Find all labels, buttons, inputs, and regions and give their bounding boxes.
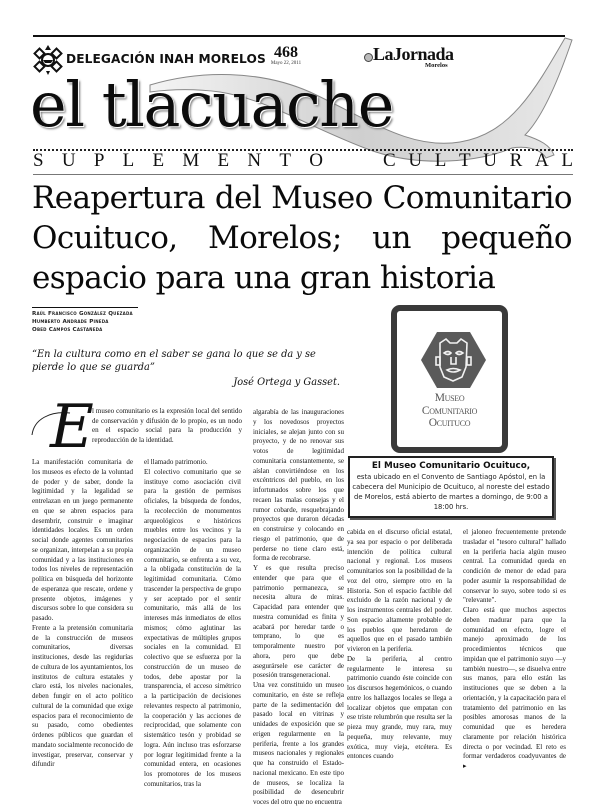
article-intro: l museo comunitario es la expresión local del sentido de conservación y difusión de lo propio, es un nodo en el espacio social para la producción y reproducción de la identidad. [92,407,242,444]
museum-logo-line: Museo [434,392,465,404]
drop-cap: E [50,392,94,462]
paragraph: Una vez constituido un museo comunitario, en éste se refleja parte de la sedimentación del pasado local en vitrinas y unidades de exposición que se erigen regularmente en la periferia, frente a los grandes museos nacionales y regionales que ha construido el Estado-nacional mexicano. En este tipo de museos, se localiza la posibilidad de desencubrir voces del otro que no encuentra [253,681,344,806]
subtitle-letter: E [217,150,230,171]
partner-name: LaJornada [373,44,454,64]
subtitle-letter: T [279,150,291,171]
subtitle-letter: U [61,150,76,171]
paragraph: el llamado patrimonio. [144,458,208,466]
subtitle-letter: L [434,150,447,171]
subtitle-letter: R [509,150,523,171]
publication-subtitle [33,150,573,172]
paragraph: el jaloneo frecuentemente pretende trasladar el "tesoro cultural" hallado en la periferia hacia algún museo central. La comunidad queda en condición de menor de edad para poder asumir la responsabilidad de conservar lo suyo, sobre todo si es "relevante". [463,528,566,605]
subtitle-letter: M [182,150,200,171]
epigraph: “En la cultura como en el saber se gana lo que se da y se pierde lo que se guarda” [32,349,316,373]
paragraph: El colectivo comunitario que se instituye como asociación civil para la gestión de permisos oficiales, la búsqueda de fondos, la recolección de monumentos arqueológicos e históricos muebles entre los vecinos y la negociación de espacios para la organización de un museo comunitario, se enfrenta a su vez, a la obligada constitución de la legitimidad comunitaria. Cómo trascender la perspectiva de grupo y ser aceptado por el sentir comunitario, más allá de los intereses más inmediatos de ellos mismos; cómo aglutinar las expectativas de múltiples grupos sociales en la comunidad. El colectivo que se esfuerza por la construcción de un museo de todos, debe apostar por la transparencia, el acceso simétrico a la participación de decisiones relevantes respecto al patrimonio, la cooperación y las acciones de reciprocidad, que solamente con sistemático tesón y probidad se logra. Aún incluso tras esforzarse por lograr legitimidad frente a la comunidad entera, en ocasiones los promotores de los museos comunitarios, tras la [144,467,241,788]
museum-logo-wordmark [393,392,506,430]
subtitle-word-1 [33,150,323,172]
article-column-3 [253,408,344,808]
info-box-title: El Museo Comunitario Ocuituco, [371,461,531,471]
publication-title: el tlacuache [30,68,393,141]
author: Obed Campos Castañeda [32,327,103,333]
article-headline: Reapertura del Museo Comunitario Ocuituco, Morelos; un pequeño espacio para una gran historia [32,180,572,296]
author-rule [32,307,138,308]
partner-region: Morelos [425,62,448,69]
paragraph: Claro está que muchos aspectos deben madurar para que la comunidad en efecto, logre el manejo aproximado de los procedimientos técnicos que impidan que el patrimonio suyo —y también nuestro—, se disuelva entre sus manos, para ello están las instituciones que se deben a la orientación, y la capacitación para el tratamiento del patrimonio en las posibles amorosas manos de la comunidad que es heredera claramente por relación histórica directa o por vecindad. El reto es formar verdaderos coadyuvantes de ▸ [463,606,566,770]
subtitle-letter: C [383,150,396,171]
article-column-5 [463,528,566,772]
subtitle-letter: L [122,150,135,171]
museum-logo-line: Ocuituco [428,417,471,429]
subtitle-letter: P [93,150,105,171]
author: Humberto Andrade Pineda [32,319,109,325]
article-column-2 [144,458,241,790]
subtitle-letter: S [33,150,44,171]
epigraph-author: José Ortega y Gasset. [233,377,340,388]
olmec-face-hexagon-icon [420,331,487,389]
paragraph: Y es que resulta preciso entender que para que el patrimonio permanezca, se necesita altura de miras. Capacidad para entender que nuestra comunidad es finita y acabará por heredar tarde o temprano, lo que es temporalmente nuestro por ahora, pero que debe asegurársele ese carácter de posesión transgeneracional. [253,564,344,680]
subtitle-letter: T [459,150,471,171]
jornada-logo-icon [364,53,373,62]
paragraph: La manifestación comunitaria de los museos es efecto de la voluntad de poder y de saber, donde la legitimidad y la legalidad se entrelazan en un juego permanente en que se abren espacios para desembrir, construir e imaginar identidades locales. Es un orden social donde agentes comunitarios se organizan, interpelan a su propia comunidad y a las instituciones en todos los niveles de representación política en búsqueda del horizonte de esperanza que rescate, ordene y presente objetos, imágenes y discursos sobre lo que considera su pasado. [32,458,133,622]
museum-info-box [348,456,554,518]
subtitle-letter: U [483,150,497,171]
subtitle-letter: N [247,150,262,171]
author: Raúl Francisco González Quezada [32,311,133,317]
issue-number: 468 [274,44,298,61]
article-column-1 [32,458,133,770]
info-box-body: esta ubicado en el Convento de Santiago Apóstol, en la cabecera del Municipio de Ocuituco, al noreste del estado de Morelos, está abierto de martes a domingo, de 9:00 a 18:00 hrs. [352,473,550,511]
museum-logo-line: Comunitario [421,404,478,417]
subtitle-letter: E [152,150,165,171]
subtitle-letter: U [408,150,423,171]
paragraph: Frente a la pretensión comunitaria de la construcción de museos comunitarios, diversas instituciones, desde las regidurías de cultura de los ayuntamientos, los institutos de cultura estatales y claro está, los niveles nacionales, deben fungir en el acto político cultural de la comunidad que exige espacios para el reconocimiento de su pasado, como obedientes órdenes públicos que guardan el mandato socialmente reconocido de investigar, preservar, conservar y difundir [32,623,133,769]
delegation-name: DELEGACIÓN INAH MORELOS [66,52,266,66]
subtitle-letter: A [535,150,549,171]
subtitle-word-2 [383,150,573,172]
masthead-bottom-rule [33,174,573,175]
issue-date: Mayo 22, 2011 [270,61,302,66]
article-column-4 [347,528,452,762]
paragraph: De la periferia, al centro regularmente le interesa su patrimonio cuando éste coincide con los discursos hegemónicos, o cuando entre los hallazgos locales se llega a localizar objetos que empatan con ese triste relumbrón que resulta ser la pieza muy grande, muy rara, muy pequeña, muy relevante, muy exótica, muy vieja, etcétera. Es entonces cuando [347,654,452,761]
subtitle-letter: O [309,150,323,171]
paragraph: cabida en el discurso oficial estatal, ya sea por espacio o por deliberada intención de política cultural nacional y regional. Los museos comunitarios son la posibilidad de la voz del otro, siempre otro en la Historia. Son el espacio factible del excluido de la razón nacional y de los instrumentos centrales del poder. Son espacio altamente probable de los pueblos que heredaron de aquellos que en el pasado también vivieron en la periferia. [347,528,452,653]
subtitle-letter: L [561,150,573,171]
author-list [32,310,133,334]
paragraph: algarabía de las inauguraciones y los novedosos proyectos iniciales, se alejan junto con su proyecto, y de no renovar sus votos de legitimidad comunitaria constantemente, se aíslan convirtiéndose en los excéntricos del pueblo, en los infortunados sobre los que recaen las malas consejas y el rumor cobarde, resquebrajando proyectos que duraron décadas en construirse y colocando en riesgo el patrimonio, que de perderse no tiene claro está, forma de recobrarse. [253,408,344,563]
